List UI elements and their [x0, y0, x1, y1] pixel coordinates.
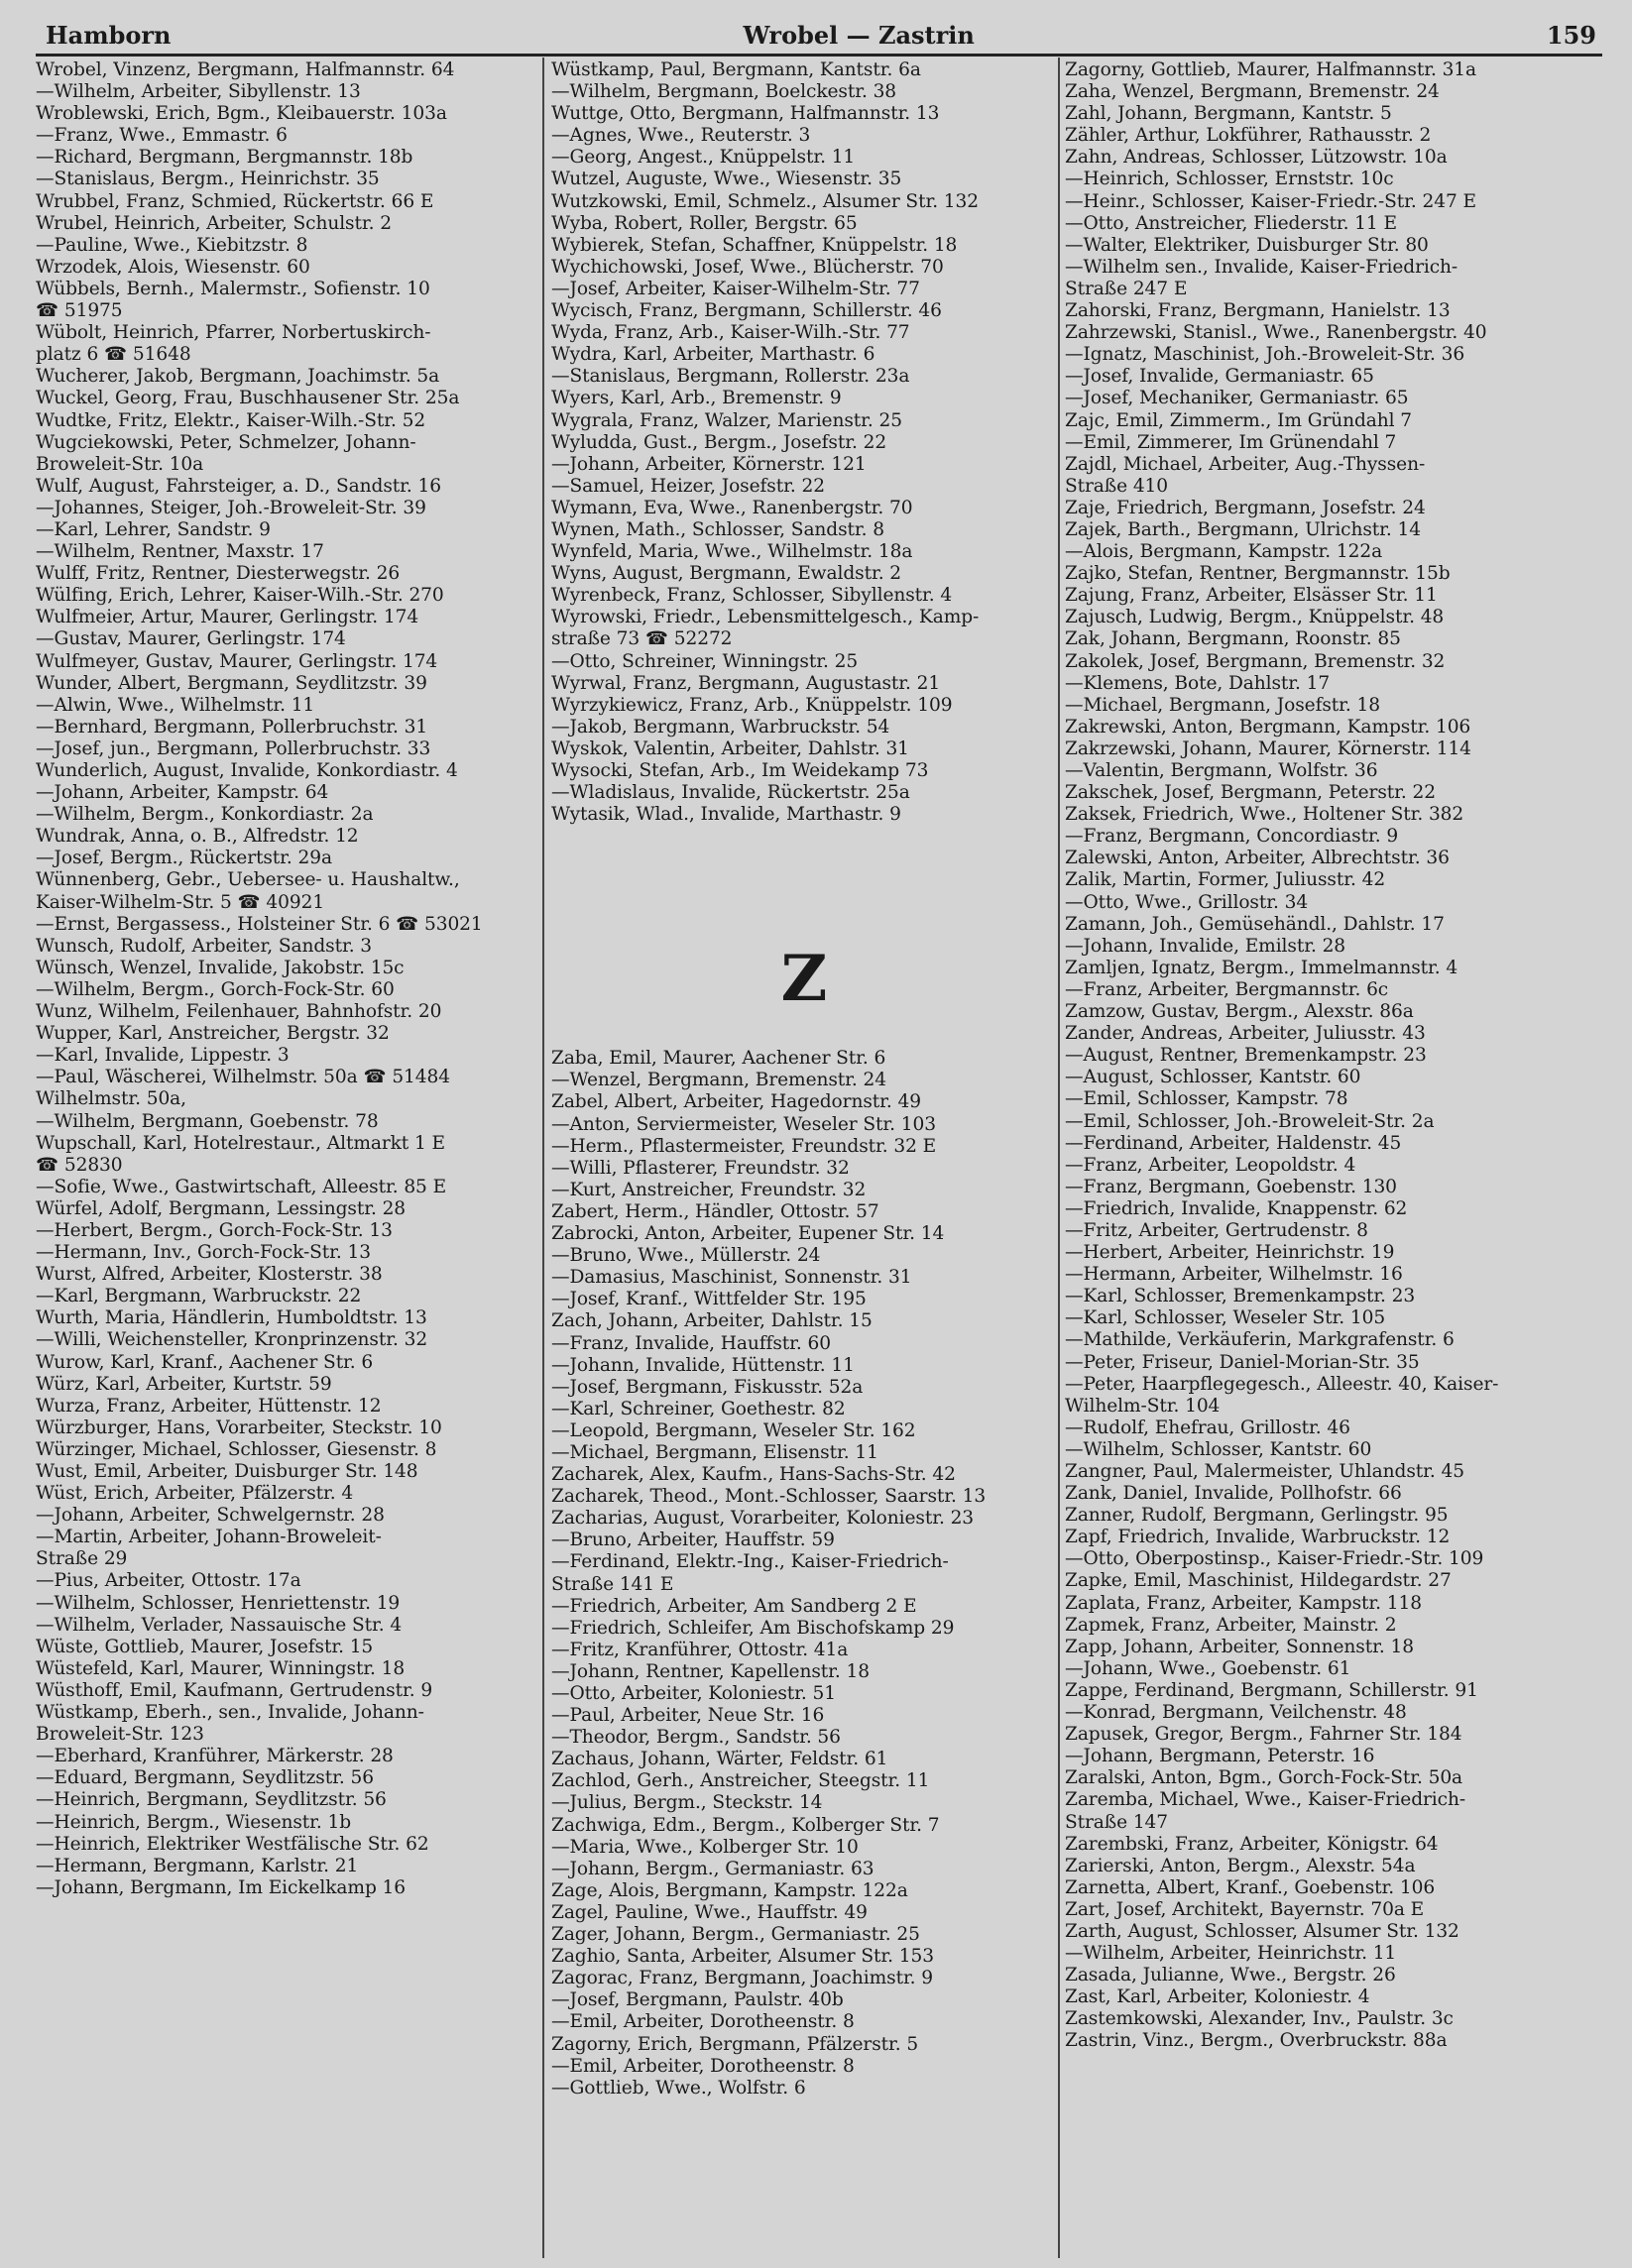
directory-entry: —Johann, Bergmann, Peterstr. 16: [1065, 1746, 1375, 1767]
directory-entry: Wyers, Karl, Arb., Bremenstr. 9: [551, 388, 842, 409]
directory-entry: ☎ 52830: [36, 1154, 123, 1176]
header-rule: [36, 54, 1602, 57]
directory-entry: —Ferdinand, Elektr.-Ing., Kaiser-Friedrich-: [551, 1551, 949, 1573]
directory-entry: Straße 410: [1065, 475, 1169, 497]
directory-entry: —Eberhard, Kranführer, Märkerstr. 28: [36, 1746, 394, 1767]
directory-entry: Wucherer, Jakob, Bergmann, Joachimstr. 5a: [36, 366, 440, 388]
directory-entry: Wulf, August, Fahrsteiger, a. D., Sandstr. 16: [36, 475, 441, 497]
directory-entry: Wurth, Maria, Händlerin, Humboldtstr. 13: [36, 1307, 427, 1329]
directory-entry: —Johann, Rentner, Kapellenstr. 18: [551, 1660, 870, 1682]
directory-entry: Straße 29: [36, 1548, 128, 1570]
directory-entry: Wuckel, Georg, Frau, Buschhausener Str. 25a: [36, 388, 460, 409]
directory-entry: —Emil, Schlosser, Kampstr. 78: [1065, 1088, 1348, 1110]
directory-entry: —Valentin, Bergmann, Wolfstr. 36: [1065, 760, 1378, 781]
directory-entry: —Herbert, Bergm., Gorch-Fock-Str. 13: [36, 1219, 393, 1241]
directory-entry: —Stanislaus, Bergmann, Rollerstr. 23a: [551, 366, 910, 388]
directory-entry: Wunder, Albert, Bergmann, Seydlitzstr. 39: [36, 672, 427, 694]
directory-entry: —Otto, Anstreicher, Fliederstr. 11 E: [1065, 212, 1397, 234]
directory-entry: —Otto, Arbeiter, Koloniestr. 51: [551, 1683, 836, 1704]
directory-entry: —Wilhelm, Bergm., Konkordiastr. 2a: [36, 804, 374, 826]
directory-entry: Zajdl, Michael, Arbeiter, Aug.-Thyssen-: [1065, 453, 1426, 475]
directory-entry: Wutzkowski, Emil, Schmelz., Alsumer Str. 132: [551, 190, 980, 212]
directory-entry: —Walter, Elektriker, Duisburger Str. 80: [1065, 234, 1429, 256]
directory-entry: Zakschek, Josef, Bergmann, Peterstr. 22: [1065, 782, 1436, 804]
directory-entry: Wrubbel, Franz, Schmied, Rückertstr. 66 E: [36, 190, 434, 212]
directory-entry: platz 6 ☎ 51648: [36, 344, 191, 366]
directory-entry: —Josef, jun., Bergmann, Pollerbruchstr. 33: [36, 737, 431, 759]
directory-entry: —Eduard, Bergmann, Seydlitzstr. 56: [36, 1767, 374, 1789]
directory-entry: —Maria, Wwe., Kolberger Str. 10: [551, 1836, 859, 1858]
directory-entry: Wüst, Erich, Arbeiter, Pfälzerstr. 4: [36, 1483, 354, 1505]
directory-entry: —Paul, Arbeiter, Neue Str. 16: [551, 1705, 825, 1727]
directory-entry: —Wilhelm, Arbeiter, Sibyllenstr. 13: [36, 81, 361, 103]
directory-entry: —Emil, Arbeiter, Dorotheenstr. 8: [551, 2011, 855, 2033]
directory-entry: Zabrocki, Anton, Arbeiter, Eupener Str. 14: [551, 1223, 945, 1245]
directory-entry: Zamzow, Gustav, Bergm., Alexstr. 86a: [1065, 1001, 1414, 1023]
directory-entry: Zabel, Albert, Arbeiter, Hagedornstr. 49: [551, 1091, 921, 1113]
directory-entry: Wycisch, Franz, Bergmann, Schillerstr. 46: [551, 300, 942, 322]
section-gap: [551, 826, 1057, 921]
directory-entry: Zastrin, Vinz., Bergm., Overbruckstr. 88a: [1065, 2030, 1448, 2052]
directory-entry: —Richard, Bergmann, Bergmannstr. 18b: [36, 147, 413, 169]
directory-entry: Zaremba, Michael, Wwe., Kaiser-Friedrich-: [1065, 1789, 1466, 1811]
directory-entry: —Wilhelm, Schlosser, Kantstr. 60: [1065, 1438, 1372, 1460]
directory-entry: —Friedrich, Arbeiter, Am Sandberg 2 E: [551, 1595, 917, 1617]
directory-entry: Wunsch, Rudolf, Arbeiter, Sandstr. 3: [36, 935, 373, 957]
directory-entry: —Hermann, Arbeiter, Wilhelmstr. 16: [1065, 1264, 1403, 1286]
directory-entry: Wupper, Karl, Anstreicher, Bergstr. 32: [36, 1023, 390, 1045]
header-left: Hamborn: [46, 21, 172, 50]
directory-entry: Wuttge, Otto, Bergmann, Halfmannstr. 13: [551, 103, 940, 125]
directory-entry: —Karl, Bergmann, Warbruckstr. 22: [36, 1286, 362, 1307]
directory-entry: Wüsthoff, Emil, Kaufmann, Gertrudenstr. 9: [36, 1679, 433, 1701]
directory-entry: —Wilhelm, Arbeiter, Heinrichstr. 11: [1065, 1943, 1397, 1965]
directory-entry: —Franz, Bergmann, Goebenstr. 130: [1065, 1176, 1397, 1197]
directory-entry: Zagorny, Gottlieb, Maurer, Halfmannstr. 31a: [1065, 59, 1477, 80]
directory-entry: Wurst, Alfred, Arbeiter, Klosterstr. 38: [36, 1264, 383, 1286]
directory-entry: —Alois, Bergmann, Kampstr. 122a: [1065, 541, 1383, 563]
directory-entry: —Karl, Schreiner, Goethestr. 82: [551, 1398, 846, 1419]
directory-entry: —Paul, Wäscherei, Wilhelmstr. 50a ☎ 51484: [36, 1067, 450, 1088]
directory-entry: —Johann, Bergm., Germaniastr. 63: [551, 1858, 874, 1879]
directory-entry: —Samuel, Heizer, Josefstr. 22: [551, 475, 825, 497]
directory-entry: —Ferdinand, Arbeiter, Haldenstr. 45: [1065, 1132, 1402, 1154]
directory-entry: Zakolek, Josef, Bergmann, Bremenstr. 32: [1065, 650, 1446, 672]
directory-entry: —Johann, Invalide, Hüttenstr. 11: [551, 1354, 855, 1376]
directory-entry: Wymann, Eva, Wwe., Ranenbergstr. 70: [551, 497, 913, 518]
directory-entry: Zahl, Johann, Bergmann, Kantstr. 5: [1065, 103, 1392, 125]
directory-entry: Zagorac, Franz, Bergmann, Joachimstr. 9: [551, 1968, 934, 1989]
directory-entry: —Heinrich, Bergmann, Seydlitzstr. 56: [36, 1789, 387, 1811]
directory-entry: —August, Schlosser, Kantstr. 60: [1065, 1067, 1361, 1088]
directory-entry: Zangner, Paul, Malermeister, Uhlandstr. 45: [1065, 1461, 1464, 1482]
directory-entry: Wübolt, Heinrich, Pfarrer, Norbertuskirch-: [36, 322, 431, 344]
directory-entry: —Kurt, Anstreicher, Freundstr. 32: [551, 1179, 867, 1200]
directory-entry: —Johann, Arbeiter, Kampstr. 64: [36, 782, 329, 804]
directory-entry: Zart, Josef, Architekt, Bayernstr. 70a E: [1065, 1898, 1425, 1920]
directory-entry: Zahn, Andreas, Schlosser, Lützowstr. 10a: [1065, 147, 1448, 169]
directory-entry: Wychichowski, Josef, Wwe., Blücherstr. 70: [551, 256, 944, 278]
directory-entry: Zaha, Wenzel, Bergmann, Bremenstr. 24: [1065, 81, 1440, 103]
directory-entry: Zamljen, Ignatz, Bergm., Immelmannstr. 4: [1065, 957, 1458, 978]
directory-entry: —Bruno, Wwe., Müllerstr. 24: [551, 1245, 821, 1267]
directory-entry: —Heinr., Schlosser, Kaiser-Friedr.-Str. 247 E: [1065, 190, 1477, 212]
directory-entry: —Franz, Arbeiter, Leopoldstr. 4: [1065, 1154, 1356, 1176]
directory-entry: —Franz, Arbeiter, Bergmannstr. 6c: [1065, 978, 1389, 1000]
directory-entry: —Rudolf, Ehefrau, Grillostr. 46: [1065, 1417, 1350, 1438]
directory-entry: —Wladislaus, Invalide, Rückertstr. 25a: [551, 782, 910, 804]
directory-entry: Wünnenberg, Gebr., Uebersee- u. Haushaltw.,: [36, 869, 460, 891]
directory-entry: —Klemens, Bote, Dahlstr. 17: [1065, 672, 1331, 694]
directory-entry: Wyludda, Gust., Bergm., Josefstr. 22: [551, 431, 887, 453]
directory-entry: —August, Rentner, Bremenkampstr. 23: [1065, 1045, 1427, 1067]
directory-entry: —Josef, Bergmann, Paulstr. 40b: [551, 1989, 844, 2011]
directory-entry: Zajc, Emil, Zimmerm., Im Gründahl 7: [1065, 409, 1413, 431]
directory-entry: —Josef, Bergm., Rückertstr. 29a: [36, 848, 332, 869]
directory-entry: —Friedrich, Invalide, Knappenstr. 62: [1065, 1197, 1408, 1219]
directory-entry: Wüstefeld, Karl, Maurer, Winningstr. 18: [36, 1657, 406, 1679]
directory-entry: Wundrak, Anna, o. B., Alfredstr. 12: [36, 826, 359, 848]
directory-entry: —Josef, Kranf., Wittfelder Str. 195: [551, 1289, 867, 1310]
directory-entry: —Hermann, Inv., Gorch-Fock-Str. 13: [36, 1242, 371, 1264]
directory-entry: Wyskok, Valentin, Arbeiter, Dahlstr. 31: [551, 737, 909, 759]
directory-entry: —Franz, Wwe., Emmastr. 6: [36, 125, 288, 147]
directory-entry: —Willi, Pflasterer, Freundstr. 32: [551, 1157, 850, 1179]
directory-entry: Zapmek, Franz, Arbeiter, Mainstr. 2: [1065, 1614, 1397, 1636]
directory-entry: —Willi, Weichensteller, Kronprinzenstr. 32: [36, 1329, 428, 1351]
directory-entry: —Heinrich, Elektriker Westfälische Str. 62: [36, 1833, 429, 1855]
directory-entry: Wulfmeyer, Gustav, Maurer, Gerlingstr. 174: [36, 650, 438, 672]
directory-entry: Wutzel, Auguste, Wwe., Wiesenstr. 35: [551, 169, 902, 190]
directory-entry: Zaplata, Franz, Arbeiter, Kampstr. 118: [1065, 1592, 1422, 1614]
directory-entry: Zakrzewski, Johann, Maurer, Körnerstr. 114: [1065, 737, 1471, 759]
directory-entry: Zak, Johann, Bergmann, Roonstr. 85: [1065, 628, 1401, 650]
directory-entry: —Wilhelm, Rentner, Maxstr. 17: [36, 541, 324, 563]
directory-entry: Zajko, Stefan, Rentner, Bergmannstr. 15b: [1065, 563, 1451, 585]
directory-entry: —Johann, Arbeiter, Schwelgernstr. 28: [36, 1505, 385, 1527]
column-3: [1065, 59, 1600, 2260]
directory-entry: —Josef, Bergmann, Fiskusstr. 52a: [551, 1376, 864, 1398]
directory-entry: Wüstkamp, Eberh., sen., Invalide, Johann-: [36, 1702, 424, 1724]
directory-entry: —Wilhelm, Bergmann, Goebenstr. 78: [36, 1110, 379, 1132]
directory-entry: Wygrala, Franz, Walzer, Marienstr. 25: [551, 409, 902, 431]
directory-entry: Würz, Karl, Arbeiter, Kurtstr. 59: [36, 1373, 332, 1395]
directory-entry: Zajung, Franz, Arbeiter, Elsässer Str. 11: [1065, 585, 1438, 607]
directory-entry: —Anton, Serviermeister, Weseler Str. 103: [551, 1113, 936, 1135]
directory-entry: Zappe, Ferdinand, Bergmann, Schillerstr. 91: [1065, 1679, 1478, 1701]
header-center: Wrobel — Zastrin: [743, 21, 975, 50]
directory-entry: —Pius, Arbeiter, Ottostr. 17a: [36, 1570, 301, 1592]
directory-entry: Zapke, Emil, Maschinist, Hildegardstr. 27: [1065, 1570, 1452, 1592]
directory-entry: Broweleit-Str. 10a: [36, 453, 204, 475]
directory-entry: Zabert, Herm., Händler, Ottostr. 57: [551, 1200, 879, 1222]
directory-entry: Zajusch, Ludwig, Bergm., Knüppelstr. 48: [1065, 607, 1445, 628]
directory-entry: Zachwiga, Edm., Bergm., Kolberger Str. 7: [551, 1814, 940, 1836]
directory-entry: Wüstkamp, Paul, Bergmann, Kantstr. 6a: [551, 59, 921, 80]
directory-entry: Straße 141 E: [551, 1573, 674, 1595]
directory-entry: Würzburger, Hans, Vorarbeiter, Steckstr. 10: [36, 1417, 442, 1438]
directory-entry: Wyrzykiewicz, Franz, Arb., Knüppelstr. 109: [551, 694, 953, 716]
directory-entry: Wyda, Franz, Arb., Kaiser-Wilh.-Str. 77: [551, 322, 910, 344]
directory-entry: Wyrowski, Friedr., Lebensmittelgesch., Kamp-: [551, 607, 980, 628]
directory-entry: Wyba, Robert, Roller, Bergstr. 65: [551, 212, 858, 234]
directory-entry: Wulfmeier, Artur, Maurer, Gerlingstr. 174: [36, 607, 419, 628]
directory-entry: —Stanislaus, Bergm., Heinrichstr. 35: [36, 169, 380, 190]
directory-entry: Zage, Alois, Bergmann, Kampstr. 122a: [551, 1879, 908, 1901]
directory-entry: Wyrenbeck, Franz, Schlosser, Sibyllenstr. 4: [551, 585, 953, 607]
directory-entry: Zast, Karl, Arbeiter, Koloniestr. 4: [1065, 1986, 1370, 2008]
directory-entry: Wübbels, Bernh., Malermstr., Sofienstr. 10: [36, 278, 430, 299]
directory-entry: Zank, Daniel, Invalide, Pollhofstr. 66: [1065, 1483, 1402, 1505]
directory-entry: Zakrewski, Anton, Bergmann, Kampstr. 106: [1065, 716, 1471, 737]
directory-entry: —Ignatz, Maschinist, Joh.-Broweleit-Str. 36: [1065, 344, 1465, 366]
directory-entry: Zaghio, Santa, Arbeiter, Alsumer Str. 153: [551, 1946, 934, 1968]
directory-entry: —Wenzel, Bergmann, Bremenstr. 24: [551, 1070, 886, 1091]
directory-entry: —Otto, Wwe., Grillostr. 34: [1065, 891, 1309, 913]
directory-entry: —Heinrich, Bergm., Wiesenstr. 1b: [36, 1811, 352, 1833]
directory-entry: Wudtke, Fritz, Elektr., Kaiser-Wilh.-Str. 52: [36, 409, 426, 431]
directory-entry: —Sofie, Wwe., Gastwirtschaft, Alleestr. 85 E: [36, 1176, 447, 1197]
directory-entry: Wrobel, Vinzenz, Bergmann, Halfmannstr. 64: [36, 59, 455, 80]
directory-entry: —Karl, Schlosser, Weseler Str. 105: [1065, 1307, 1386, 1329]
directory-entry: Zamann, Joh., Gemüsehändl., Dahlstr. 17: [1065, 913, 1445, 935]
directory-entry: —Friedrich, Schleifer, Am Bischofskamp 29: [551, 1617, 955, 1639]
directory-entry: straße 73 ☎ 52272: [551, 628, 733, 650]
directory-entry: Zagel, Pauline, Wwe., Hauffstr. 49: [551, 1901, 868, 1923]
directory-entry: Wytasik, Wlad., Invalide, Marthastr. 9: [551, 804, 901, 826]
directory-entry: —Otto, Oberpostinsp., Kaiser-Friedr.-Str. 109: [1065, 1548, 1484, 1570]
directory-entry: —Wilhelm, Schlosser, Henriettenstr. 19: [36, 1592, 401, 1614]
directory-entry: —Michael, Bergmann, Elisenstr. 11: [551, 1441, 878, 1463]
directory-entry: Zarth, August, Schlosser, Alsumer Str. 132: [1065, 1920, 1459, 1942]
directory-entry: Wüste, Gottlieb, Maurer, Josefstr. 15: [36, 1636, 374, 1657]
directory-entry: Broweleit-Str. 123: [36, 1724, 204, 1746]
directory-entry: —Bernhard, Bergmann, Pollerbruchstr. 31: [36, 716, 428, 737]
directory-entry: Zacharek, Theod., Mont.-Schlosser, Saarstr. 13: [551, 1486, 987, 1508]
directory-entry: Wilhelmstr. 50a,: [36, 1088, 186, 1110]
directory-entry: Wybierek, Stefan, Schaffner, Knüppelstr. 18: [551, 234, 958, 256]
directory-entry: Zagorny, Erich, Bergmann, Pfälzerstr. 5: [551, 2033, 919, 2055]
directory-entry: —Emil, Schlosser, Joh.-Broweleit-Str. 2a: [1065, 1110, 1435, 1132]
directory-entry: —Theodor, Bergm., Sandstr. 56: [551, 1727, 841, 1749]
directory-entry: Wilhelm-Str. 104: [1065, 1395, 1221, 1417]
directory-entry: Zähler, Arthur, Lokführer, Rathausstr. 2: [1065, 125, 1432, 147]
directory-entry: Zarierski, Anton, Bergm., Alexstr. 54a: [1065, 1855, 1416, 1876]
directory-entry: Zapusek, Gregor, Bergm., Fahrner Str. 184: [1065, 1724, 1462, 1746]
directory-entry: Zaba, Emil, Maurer, Aachener Str. 6: [551, 1048, 886, 1070]
directory-entry: Zalik, Martin, Former, Juliusstr. 42: [1065, 869, 1386, 891]
directory-entry: —Otto, Schreiner, Winningstr. 25: [551, 650, 859, 672]
directory-entry: —Georg, Angest., Knüppelstr. 11: [551, 147, 856, 169]
directory-entry: —Michael, Bergmann, Josefstr. 18: [1065, 694, 1380, 716]
directory-entry: —Julius, Bergm., Steckstr. 14: [551, 1792, 823, 1814]
directory-entry: Zanner, Rudolf, Bergmann, Gerlingstr. 95: [1065, 1505, 1449, 1527]
column-divider: [1058, 57, 1060, 2258]
directory-entry: Zajek, Barth., Bergmann, Ulrichstr. 14: [1065, 518, 1422, 540]
directory-entry: Würzinger, Michael, Schlosser, Giesenstr. 8: [36, 1438, 437, 1460]
directory-entry: —Emil, Arbeiter, Dorotheenstr. 8: [551, 2055, 855, 2077]
directory-entry: Würfel, Adolf, Bergmann, Lessingstr. 28: [36, 1197, 407, 1219]
directory-entry: —Agnes, Wwe., Reuterstr. 3: [551, 125, 811, 147]
directory-entry: —Ernst, Bergassess., Holsteiner Str. 6 ☎ 53021: [36, 913, 483, 935]
directory-entry: —Peter, Friseur, Daniel-Morian-Str. 35: [1065, 1351, 1420, 1373]
directory-entry: Zaje, Friedrich, Bergmann, Josefstr. 24: [1065, 497, 1426, 518]
directory-entry: —Wilhelm sen., Invalide, Kaiser-Friedrich-: [1065, 256, 1458, 278]
directory-entry: —Martin, Arbeiter, Johann-Broweleit-: [36, 1527, 382, 1548]
section-letter: Z: [780, 942, 828, 1017]
directory-entry: Wydra, Karl, Arbeiter, Marthastr. 6: [551, 344, 875, 366]
page-header: [46, 14, 1596, 50]
directory-entry: —Johann, Bergmann, Im Eickelkamp 16: [36, 1876, 407, 1898]
directory-entry: Zach, Johann, Arbeiter, Dahlstr. 15: [551, 1310, 873, 1332]
directory-entry: Wyrwal, Franz, Bergmann, Augustastr. 21: [551, 672, 941, 694]
directory-entry: —Johann, Wwe., Goebenstr. 61: [1065, 1657, 1351, 1679]
directory-entry: Wysocki, Stefan, Arb., Im Weidekamp 73: [551, 760, 929, 781]
directory-entry: —Josef, Invalide, Germaniastr. 65: [1065, 366, 1374, 388]
directory-entry: —Hermann, Bergmann, Karlstr. 21: [36, 1855, 359, 1876]
directory-entry: —Josef, Mechaniker, Germaniastr. 65: [1065, 388, 1409, 409]
directory-entry: Wunz, Wilhelm, Feilenhauer, Bahnhofstr. 20: [36, 1001, 442, 1023]
directory-entry: —Fritz, Arbeiter, Gertrudenstr. 8: [1065, 1219, 1368, 1241]
directory-entry: Zapp, Johann, Arbeiter, Sonnenstr. 18: [1065, 1636, 1414, 1657]
directory-entry: Zalewski, Anton, Arbeiter, Albrechtstr. 36: [1065, 848, 1450, 869]
directory-entry: Zacharek, Alex, Kaufm., Hans-Sachs-Str. 42: [551, 1464, 956, 1486]
directory-entry: —Bruno, Arbeiter, Hauffstr. 59: [551, 1530, 835, 1551]
directory-entry: Zasada, Julianne, Wwe., Bergstr. 26: [1065, 1965, 1396, 1986]
directory-entry: —Wilhelm, Bergm., Gorch-Fock-Str. 60: [36, 978, 395, 1000]
directory-entry: Wust, Emil, Arbeiter, Duisburger Str. 148: [36, 1461, 418, 1482]
directory-entry: Zaksek, Friedrich, Wwe., Holtener Str. 382: [1065, 804, 1464, 826]
directory-entry: Zachaus, Johann, Wärter, Feldstr. 61: [551, 1749, 888, 1770]
directory-entry: Zapf, Friedrich, Invalide, Warbruckstr. 12: [1065, 1527, 1451, 1548]
directory-entry: Zachlod, Gerh., Anstreicher, Steegstr. 11: [551, 1770, 930, 1792]
directory-entry: —Herbert, Arbeiter, Heinrichstr. 19: [1065, 1242, 1395, 1264]
directory-entry: Wünsch, Wenzel, Invalide, Jakobstr. 15c: [36, 957, 405, 978]
directory-entry: —Gottlieb, Wwe., Wolfstr. 6: [551, 2077, 806, 2098]
directory-entry: Wynfeld, Maria, Wwe., Wilhelmstr. 18a: [551, 541, 913, 563]
directory-entry: —Fritz, Kranführer, Ottostr. 41a: [551, 1639, 849, 1660]
directory-entry: —Konrad, Bergmann, Veilchenstr. 48: [1065, 1702, 1407, 1724]
directory-entry: Zarembski, Franz, Arbeiter, Königstr. 64: [1065, 1833, 1439, 1855]
directory-entry: —Wilhelm, Bergmann, Boelckestr. 38: [551, 81, 897, 103]
directory-entry: Wurow, Karl, Kranf., Aachener Str. 6: [36, 1351, 374, 1373]
directory-entry: —Karl, Invalide, Lippestr. 3: [36, 1045, 290, 1067]
column-divider: [542, 57, 544, 2258]
directory-entry: Wyns, August, Bergmann, Ewaldstr. 2: [551, 563, 902, 585]
column-1: [36, 59, 531, 2260]
directory-entry: Wulff, Fritz, Rentner, Diesterwegstr. 26: [36, 563, 401, 585]
directory-entry: —Pauline, Wwe., Kiebitzstr. 8: [36, 234, 308, 256]
directory-entry: —Peter, Haarpflegegesch., Alleestr. 40, Kaiser-: [1065, 1373, 1499, 1395]
directory-entry: Zaralski, Anton, Bgm., Gorch-Fock-Str. 50a: [1065, 1767, 1463, 1789]
column-2: [551, 59, 1057, 2260]
directory-entry: —Leopold, Bergmann, Weseler Str. 162: [551, 1419, 916, 1441]
directory-entry: Wrubel, Heinrich, Arbeiter, Schulstr. 2: [36, 212, 392, 234]
directory-entry: Zahrzewski, Stanisl., Wwe., Ranenbergstr. 40: [1065, 322, 1487, 344]
directory-entry: —Mathilde, Verkäuferin, Markgrafenstr. 6: [1065, 1329, 1455, 1351]
directory-entry: —Herm., Pflastermeister, Freundstr. 32 E: [551, 1135, 937, 1157]
directory-entry: Wroblewski, Erich, Bgm., Kleibauerstr. 103a: [36, 103, 447, 125]
directory-entry: Straße 147: [1065, 1811, 1169, 1833]
directory-entry: —Heinrich, Schlosser, Ernststr. 10c: [1065, 169, 1394, 190]
directory-entry: —Johannes, Steiger, Joh.-Broweleit-Str. 39: [36, 497, 426, 518]
directory-entry: Kaiser-Wilhelm-Str. 5 ☎ 40921: [36, 891, 325, 913]
directory-entry: Wugciekowski, Peter, Schmelzer, Johann-: [36, 431, 416, 453]
directory-entry: Straße 247 E: [1065, 278, 1188, 299]
directory-entry: Zacharias, August, Vorarbeiter, Koloniestr. 23: [551, 1508, 975, 1530]
directory-entry: Wupschall, Karl, Hotelrestaur., Altmarkt 1 E: [36, 1132, 445, 1154]
directory-entry: Wülfing, Erich, Lehrer, Kaiser-Wilh.-Str. 270: [36, 585, 444, 607]
directory-entry: —Johann, Arbeiter, Körnerstr. 121: [551, 453, 867, 475]
directory-entry: —Karl, Lehrer, Sandstr. 9: [36, 518, 271, 540]
directory-entry: —Emil, Zimmerer, Im Grünendahl 7: [1065, 431, 1397, 453]
directory-entry: Zager, Johann, Bergm., Germaniastr. 25: [551, 1924, 920, 1946]
directory-entry: —Franz, Bergmann, Concordiastr. 9: [1065, 826, 1399, 848]
directory-entry: Wrzodek, Alois, Wiesenstr. 60: [36, 256, 310, 278]
directory-entry: —Wilhelm, Verlader, Nassauische Str. 4: [36, 1614, 403, 1636]
directory-entry: —Alwin, Wwe., Wilhelmstr. 11: [36, 694, 315, 716]
header-page-number: 159: [1546, 21, 1596, 50]
directory-entry: Wurza, Franz, Arbeiter, Hüttenstr. 12: [36, 1395, 382, 1417]
directory-entry: —Gustav, Maurer, Gerlingstr. 174: [36, 628, 346, 650]
directory-entry: —Jakob, Bergmann, Warbruckstr. 54: [551, 716, 890, 737]
directory-entry: Zastemkowski, Alexander, Inv., Paulstr. 3c: [1065, 2008, 1454, 2030]
directory-entry: —Josef, Arbeiter, Kaiser-Wilhelm-Str. 77: [551, 278, 920, 299]
directory-entry: Zander, Andreas, Arbeiter, Juliusstr. 43: [1065, 1023, 1426, 1045]
directory-entry: ☎ 51975: [36, 300, 123, 322]
directory-entry: Zarnetta, Albert, Kranf., Goebenstr. 106: [1065, 1876, 1436, 1898]
directory-entry: —Franz, Invalide, Hauffstr. 60: [551, 1332, 831, 1354]
directory-entry: Wynen, Math., Schlosser, Sandstr. 8: [551, 518, 885, 540]
directory-entry: Wunderlich, August, Invalide, Konkordiastr. 4: [36, 760, 458, 781]
directory-entry: Zahorski, Franz, Bergmann, Hanielstr. 13: [1065, 300, 1451, 322]
directory-entry: —Johann, Invalide, Emilstr. 28: [1065, 935, 1346, 957]
directory-entry: —Damasius, Maschinist, Sonnenstr. 31: [551, 1267, 912, 1289]
directory-entry: —Karl, Schlosser, Bremenkampstr. 23: [1065, 1286, 1416, 1307]
